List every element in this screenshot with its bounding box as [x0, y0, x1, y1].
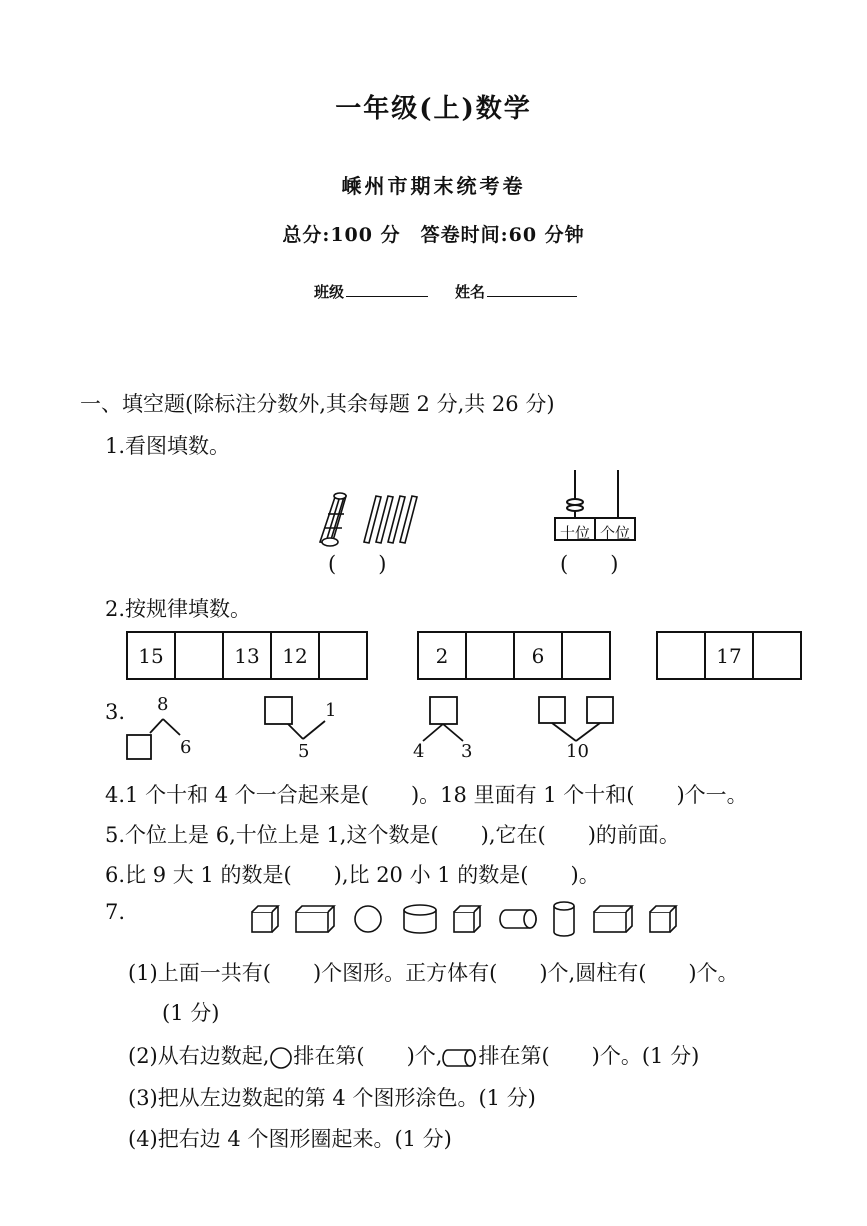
seq1-cell[interactable]: [176, 633, 224, 678]
split-c-left: 4: [413, 741, 425, 762]
seq2-cell[interactable]: 6: [515, 633, 563, 678]
solids-row: [248, 900, 688, 940]
q7-label: 7.: [105, 900, 126, 924]
page-title: 一年级(上)数学: [335, 94, 532, 124]
seq3-cell[interactable]: 17: [706, 633, 754, 678]
cylinder-standing-icon: [554, 902, 574, 936]
split-d-bottom: 10: [566, 741, 589, 762]
sticks-icon: [310, 490, 420, 550]
exam-subtitle: 嵊州市期末统考卷: [341, 174, 526, 198]
seq2-cell[interactable]: [467, 633, 515, 678]
seq1-cell[interactable]: 12: [272, 633, 320, 678]
q7-part2-a: (2)从右边数起,: [128, 1044, 270, 1068]
seq1-cell[interactable]: [320, 633, 366, 678]
q7-part2-c: 排在第( )个。(1 分): [478, 1044, 700, 1068]
cuboid-icon: [296, 906, 334, 932]
q5-text: 5.个位上是 6,十位上是 1,这个数是( ),它在( )的前面。: [105, 823, 680, 847]
split-a-right: 6: [180, 737, 192, 758]
class-blank[interactable]: [346, 282, 428, 297]
seq2-cell[interactable]: 2: [419, 633, 467, 678]
q7-part1-score: (1 分): [162, 1001, 220, 1025]
class-label: 班级: [314, 283, 345, 301]
name-label: 姓名: [455, 283, 486, 301]
q7-part2-b: 排在第( )个,: [293, 1044, 443, 1068]
q4-text: 4.1 个十和 4 个一合起来是( )。18 里面有 1 个十和( )个一。: [105, 783, 748, 807]
cuboid-icon: [594, 906, 632, 932]
q1-text: 1.看图填数。: [105, 434, 231, 458]
split-c-right: 3: [461, 741, 473, 762]
sequence-row-3: [656, 631, 802, 680]
name-field[interactable]: [455, 281, 577, 302]
class-field[interactable]: [314, 281, 428, 302]
seq1-cell[interactable]: 13: [224, 633, 272, 678]
split-a-top: 8: [157, 694, 169, 715]
sequence-row-1: [126, 631, 368, 680]
abacus-ones-label: 个位: [599, 524, 630, 542]
q3-label: 3.: [105, 700, 126, 724]
name-blank[interactable]: [487, 282, 577, 297]
exam-info: 总分:100 分 答卷时间:60 分钟: [282, 224, 585, 246]
q7-part2: [128, 1040, 699, 1070]
q7-part4: (4)把右边 4 个图形圈起来。(1 分): [128, 1127, 452, 1151]
cube-icon: [650, 906, 676, 932]
q7-part1: (1)上面一共有( )个图形。正方体有( )个,圆柱有( )个。: [128, 961, 739, 985]
q7-part3: (3)把从左边数起的第 4 个图形涂色。(1 分): [128, 1086, 536, 1110]
split-b-right: 1: [325, 700, 337, 721]
abacus-tens-label: 十位: [559, 524, 590, 542]
number-split-c: [415, 695, 485, 745]
cube-icon: [454, 906, 480, 932]
q1-answer-right[interactable]: ( ): [560, 552, 619, 576]
cylinder-horizontal-icon: [500, 910, 536, 928]
cylinder-horizontal-icon: [442, 1047, 478, 1069]
section-heading: 一、填空题(除标注分数外,其余每题 2 分,共 26 分): [80, 392, 555, 416]
seq3-cell[interactable]: [658, 633, 706, 678]
q2-text: 2.按规律填数。: [105, 597, 252, 621]
sequence-row-2: [417, 631, 611, 680]
cube-icon: [252, 906, 278, 932]
split-b-bottom: 5: [298, 741, 310, 762]
seq3-cell[interactable]: [754, 633, 800, 678]
seq2-cell[interactable]: [563, 633, 609, 678]
seq1-cell[interactable]: 15: [128, 633, 176, 678]
q1-answer-left[interactable]: ( ): [328, 552, 387, 576]
sphere-icon: [269, 1046, 293, 1070]
q6-text: 6.比 9 大 1 的数是( ),比 20 小 1 的数是( )。: [105, 863, 600, 887]
cylinder-icon: [404, 905, 436, 933]
sphere-icon: [355, 906, 381, 932]
